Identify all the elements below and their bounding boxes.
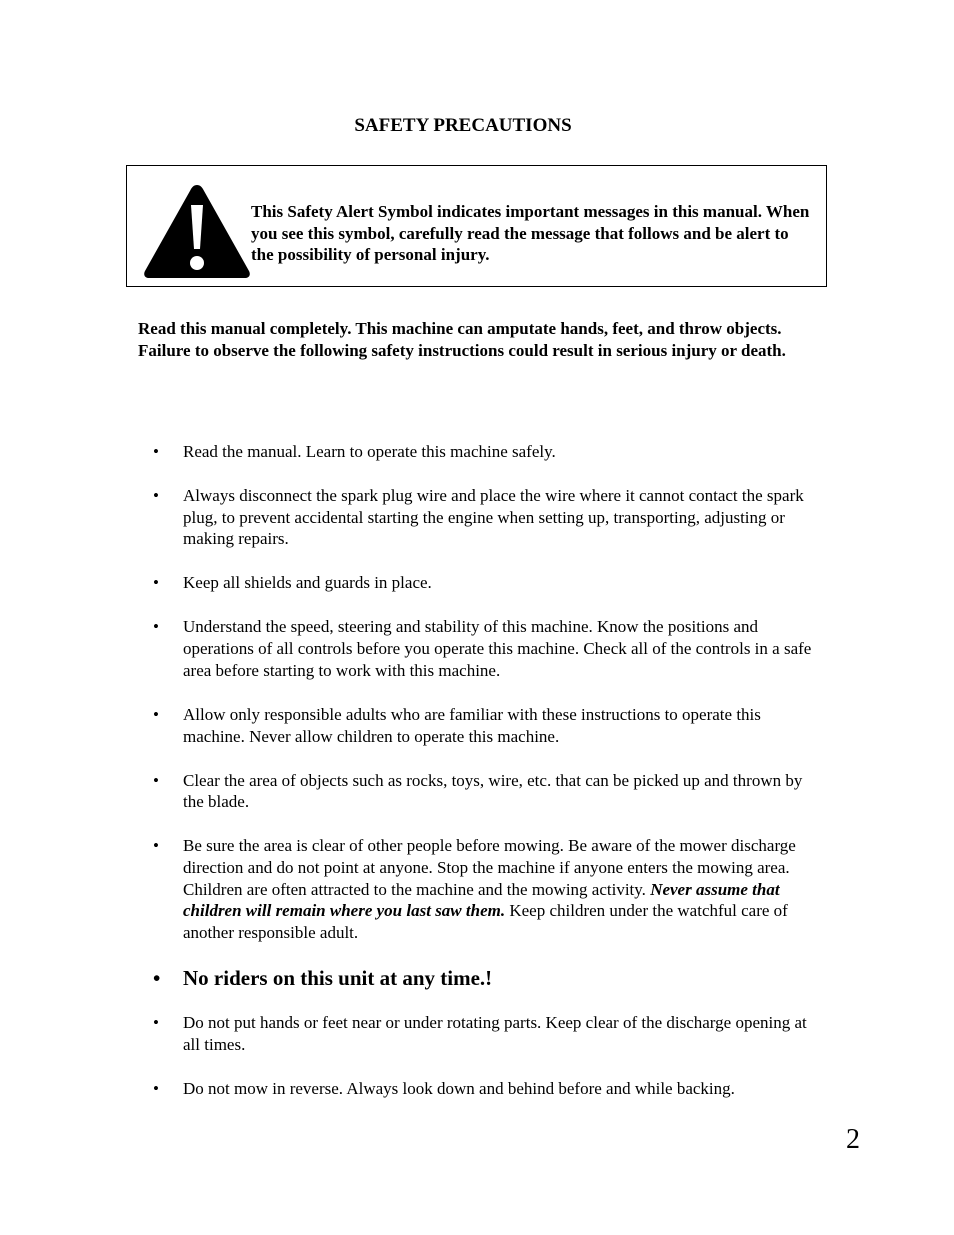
safety-instructions-list bbox=[153, 441, 813, 1122]
bullet-marker: • bbox=[153, 573, 159, 593]
list-item-text: Do not put hands or feet near or under rotating parts. Keep clear of the discharge opening at all times. bbox=[183, 1013, 807, 1054]
list-item-text: Understand the speed, steering and stability of this machine. Know the positions and operations of all controls before you operate this machine. Check all of the controls in a safe area before starting to work with this machine. bbox=[183, 617, 812, 680]
page-number: 2 bbox=[846, 1124, 860, 1155]
list-item-text: Do not mow in reverse. Always look down and behind before and while backing. bbox=[183, 1078, 735, 1098]
alert-message: This Safety Alert Symbol indicates important messages in this manual. When you see this symbol, carefully read the message that follows and be alert to the possibility of personal injury. bbox=[251, 202, 810, 264]
bullet-marker: • bbox=[153, 1078, 159, 1098]
list-item-text: Allow only responsible adults who are familiar with these instructions to operate this machine. Never allow children to operate this machine. bbox=[183, 704, 761, 746]
warning-triangle-icon bbox=[141, 181, 253, 281]
bullet-marker: • bbox=[153, 617, 159, 637]
list-item bbox=[153, 616, 813, 681]
list-item-text: Always disconnect the spark plug wire and place the wire where it cannot contact the spark plug, to prevent accidental starting the engine when setting up, transporting, adjusting or making repairs. bbox=[183, 486, 804, 549]
list-item-text: Keep all shields and guards in place. bbox=[183, 573, 432, 593]
list-item bbox=[153, 572, 813, 594]
bullet-marker: • bbox=[153, 1013, 159, 1033]
list-item bbox=[153, 485, 813, 550]
bullet-marker: • bbox=[153, 836, 159, 856]
list-item-no-riders bbox=[153, 966, 813, 990]
children-emphasis: Never assume that children will remain where you last saw them. bbox=[183, 879, 780, 921]
list-item-text-before: Be sure the area is clear of other people before mowing. Be aware of the mower discharge direction and do not point at anyone. Stop the machine if anyone enters the mowing area. Children are often attracted to the machine and the mowing activity. bbox=[183, 836, 796, 899]
intro-warning: Read this manual completely. This machine can amputate hands, feet, and throw objects. Failure to observe the following safety instructions could result in serious injury or death. bbox=[138, 319, 786, 360]
bullet-marker: • bbox=[153, 704, 159, 724]
list-item bbox=[153, 1078, 813, 1100]
list-item bbox=[153, 770, 813, 813]
page-title: SAFETY PRECAUTIONS bbox=[354, 115, 572, 136]
list-item-text: Clear the area of objects such as rocks, toys, wire, etc. that can be picked up and thrown by the blade. bbox=[183, 770, 803, 812]
list-item-text-after: Keep children under the watchful care of another responsible adult. bbox=[183, 901, 788, 943]
bullet-marker: • bbox=[153, 442, 159, 461]
list-item bbox=[153, 1012, 813, 1055]
bullet-marker: • bbox=[153, 486, 159, 505]
bullet-marker: • bbox=[153, 770, 159, 790]
list-item-text: No riders on this unit at any time.! bbox=[183, 966, 493, 991]
list-item-children-warning bbox=[153, 835, 813, 944]
list-item bbox=[153, 704, 813, 747]
list-item-text: Read the manual. Learn to operate this machine safely. bbox=[183, 442, 556, 461]
bullet-marker: • bbox=[153, 966, 161, 991]
list-item bbox=[153, 441, 813, 463]
safety-alert-box bbox=[126, 165, 827, 287]
